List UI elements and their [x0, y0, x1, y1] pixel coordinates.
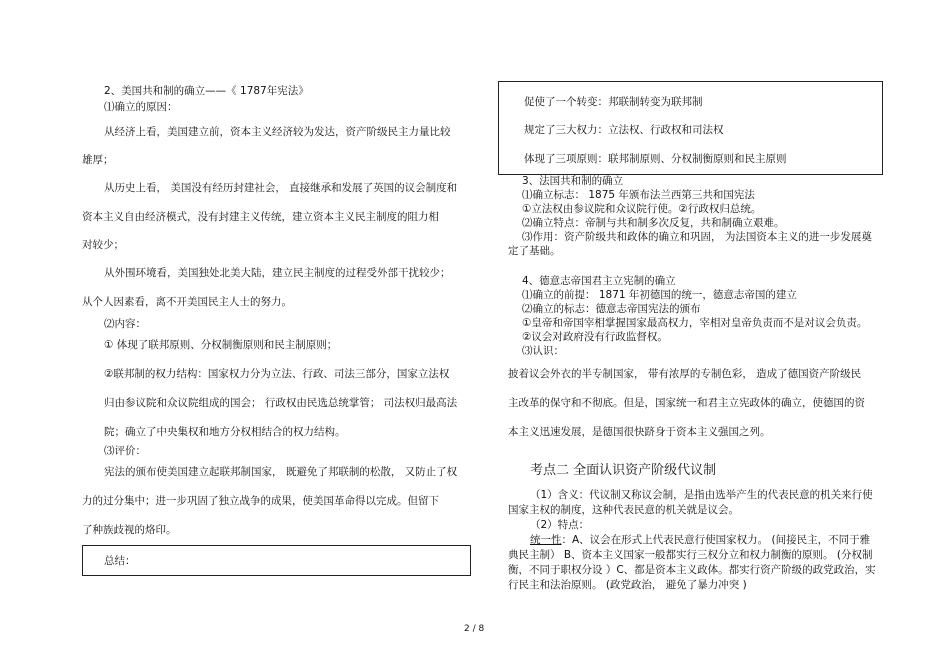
text-line: 归由参议院和众议院组成的国会； 行政权由民选总统掌管； 司法权归最高法 — [104, 397, 458, 409]
text-line: 定了基础。 — [508, 245, 561, 257]
subheading-understanding: ⑶认识： — [522, 345, 564, 357]
text-line: ⑶作用：资产阶级共和政体的确立和巩固， 为法国资本主义的进一步发展奠 — [522, 231, 872, 243]
text-line: ⑴确立的前提： 1871 年初德国的统一，德意志帝国的建立 — [522, 289, 797, 301]
text-line — [530, 533, 870, 547]
text-line: ① 体现了联邦原则、分权制衡原则和民主制原则； — [104, 339, 338, 351]
text-line: 本主义迅速发展，是德国很快跻身于资本主义强国之列。 — [508, 426, 771, 438]
text-line: 衡，不同于职权分设 ）C、都是资本主义政体。都实行资产阶级的政党政治，实 — [508, 564, 876, 576]
text-line: ①立法权由参议院和众议院行使。②行政权归总统。 — [522, 203, 762, 215]
subheading-content: ⑵内容： — [104, 318, 146, 330]
text-line: 从外围环境看，美国独处北美大陆，建立民主制度的过程受外部干扰较少； — [104, 267, 451, 279]
text-line: （1）含义：代议制又称议会制，是指由选举产生的代表民意的机关来行使 — [530, 489, 873, 501]
kaodian-heading: 考点二 全面认识资产阶级代议制 — [530, 463, 717, 478]
text-line: 从历史上看， 美国没有经历封建社会， 直接继承和发展了英国的议会制度和 — [104, 182, 458, 194]
text-span: ：A、议会在形式上代表民意行使国家权力。 (间接民主，不同于雅 — [561, 534, 871, 546]
text-line: 披着议会外衣的半专制国家， 带有浓厚的专制色彩， 造成了德国资产阶级民 — [508, 368, 862, 380]
text-line: （2）特点： — [530, 519, 590, 531]
text-line: ②联邦制的权力结构：国家权力分为立法、行政、司法三部分，国家立法权 — [104, 368, 450, 380]
text-line: 力的过分集中；进一步巩固了独立战争的成果，使美国革命得以完成。但留下 — [82, 495, 439, 507]
text-line: 宪法的颁布使美国建立起联邦制国家， 既避免了邦联制的松散， 又防止了权 — [104, 466, 458, 478]
text-line: 了种族歧视的烙印。 — [82, 524, 177, 536]
text-line: 对较少； — [82, 239, 124, 251]
text-line: 院；确立了中央集权和地方分权相结合的权力结构。 — [104, 426, 346, 438]
text-line: 体现了三项原则：联邦制原则、分权制衡原则和民主原则 — [524, 153, 787, 165]
subheading-evaluation: ⑶评价： — [104, 445, 146, 457]
subheading-reasons: ⑴确立的原因： — [104, 101, 178, 113]
section-heading-us: 2、美国共和制的确立——《 1787年宪法》 — [104, 85, 309, 97]
text-line: 从个人因素看，离不开美国民主人士的努力。 — [82, 296, 292, 308]
text-line: ①皇帝和帝国宰相掌握国家最高权力，宰相对皇帝负责而不是对议会负责。 — [522, 317, 868, 329]
text-line: 从经济上看，美国建立前，资本主义经济较为发达，资产阶级民主力量比较 — [104, 126, 451, 138]
summary-box-us — [498, 81, 883, 175]
text-line: 行民主和法治原则。 (政党政治， 避免了暴力冲突 ) — [508, 579, 747, 591]
text-line: 国家主权的制度，这种代表民意的机关就是议会。 — [508, 504, 739, 516]
text-line: 典民主制） B、资本主义国家一般都实行三权分立和权力制衡的原则。 (分权制 — [508, 549, 873, 561]
section-heading-france: 3、法国共和制的确立 — [522, 175, 624, 187]
summary-label: 总结： — [104, 555, 136, 567]
page-number: 2 / 8 — [464, 624, 485, 634]
text-line: 促使了一个转变：邦联制转变为联邦制 — [524, 96, 703, 108]
text-line: ②议会对政府没有行政监督权。 — [522, 331, 668, 343]
text-line: 资本主义自由经济模式，没有封建主义传统，建立资本主义民主制度的阻力相 — [82, 211, 439, 223]
text-line: ⑴确立标志： 1875 年颁布法兰西第三共和国宪法 — [522, 189, 755, 201]
text-line: 主改革的保守和不彻底。但是，国家统一和君主立宪政体的确立，使德国的资 — [508, 397, 865, 409]
text-line: 雄厚； — [82, 154, 114, 166]
section-heading-germany: 4、德意志帝国君主立宪制的确立 — [522, 275, 676, 287]
text-line: ⑵确立特点：帝制与共和制多次反复，共和制确立艰难。 — [522, 217, 785, 229]
text-line: ⑵确立的标志：德意志帝国宪法的颁布 — [522, 303, 701, 315]
underlined-term: 统一性 — [530, 534, 562, 546]
summary-box — [82, 545, 471, 576]
text-line: 规定了三大权力：立法权、行政权和司法权 — [524, 124, 724, 136]
